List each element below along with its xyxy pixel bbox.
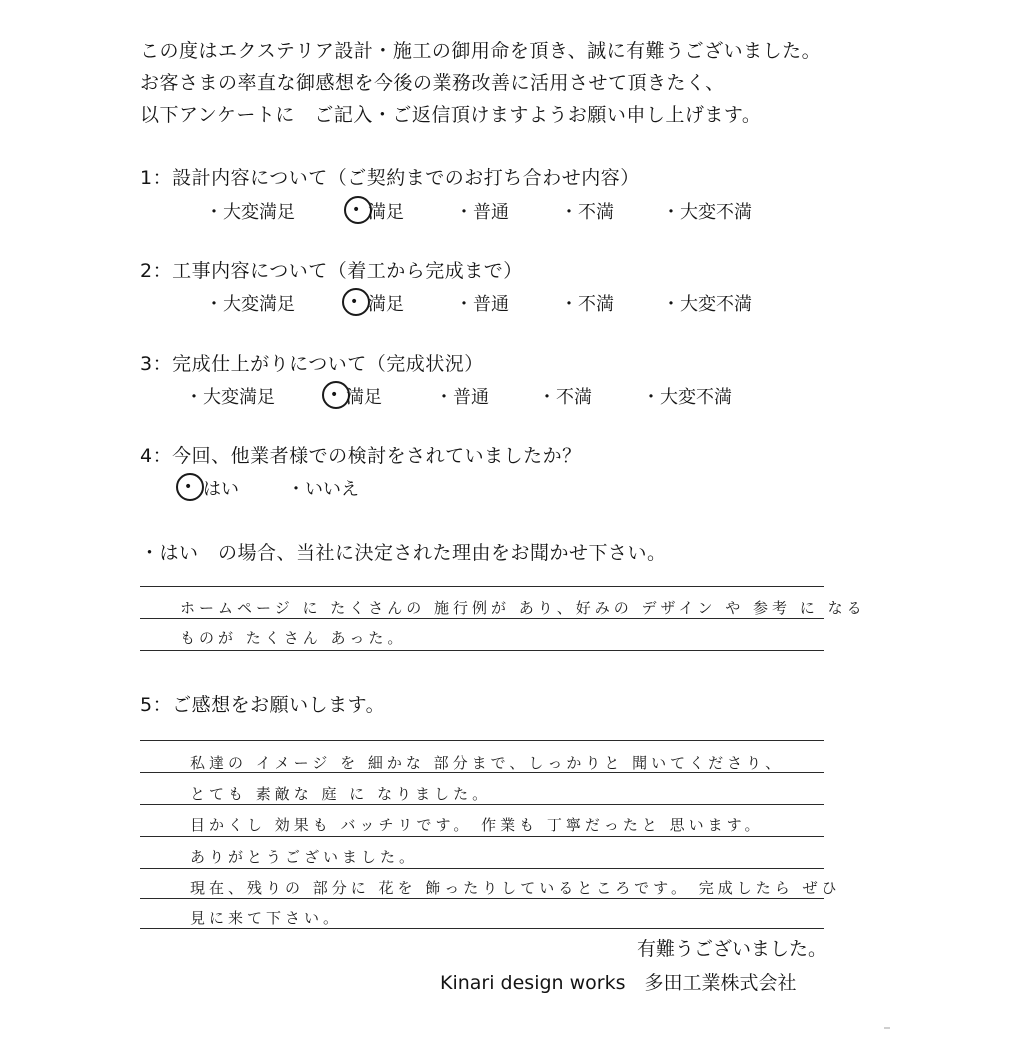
q3-dot-icon: • [330,387,339,403]
q1-dot-icon: • [352,202,361,218]
q2-dot-icon: • [350,294,359,310]
q4-option-yes[interactable]: はい [203,479,239,500]
q3-option-normal[interactable]: ・普通 [435,387,489,408]
comment-rule-3 [140,804,824,805]
q3-option-very-satisfied[interactable]: ・大変満足 [185,387,275,408]
q1-option-very-satisfied[interactable]: ・大変満足 [205,202,295,223]
comment-rule-4 [140,836,824,837]
reason-handwriting-line-1[interactable]: ホームページ に たくさんの 施行例が あり、好みの デザイン や 参考 に なる [180,599,866,617]
reason-rule-1 [140,586,824,587]
intro-line-2: お客さまの率直な御感想を今後の業務改善に活用させて頂きたく、 [140,72,725,94]
intro-line-1: この度はエクステリア設計・施工の御用命を頂き、誠に有難うございました。 [140,40,822,62]
comment-handwriting-line-5[interactable]: 現在、残りの 部分に 花を 飾ったりしているところです。 完成したら ぜひ [190,879,841,897]
q2-option-very-satisfied[interactable]: ・大変満足 [205,294,295,315]
q4-dot-icon: • [184,479,193,495]
scan-speck [884,1027,890,1029]
comment-handwriting-line-2[interactable]: とても 素敵な 庭 に なりました。 [190,785,492,803]
question-3-label: 3：完成仕上がりについて（完成状況） [140,353,484,375]
comment-rule-5 [140,868,824,869]
q4-option-no[interactable]: ・いいえ [287,479,359,500]
q4-followup-label: ・はい の場合、当社に決定された理由をお聞かせ下さい。 [140,542,667,564]
comment-rule-7 [140,928,824,929]
comment-handwriting-line-1[interactable]: 私達の イメージ を 細かな 部分まで、しっかりと 聞いてくださり、 [190,754,785,772]
closing-thanks: 有難うございました。 [637,938,828,960]
question-4-label: 4：今回、他業者様での検討をされていましたか？ [140,445,582,467]
q3-option-satisfied[interactable]: 満足 [346,387,382,408]
question-1-label: 1：設計内容について（ご契約までのお打ち合わせ内容） [140,167,640,189]
reason-handwriting-line-2[interactable]: ものが たくさん あった。 [180,629,407,647]
q2-option-very-dissatisfied[interactable]: ・大変不満 [662,294,752,315]
comment-rule-1 [140,740,824,741]
q2-option-normal[interactable]: ・普通 [455,294,509,315]
closing-company: Kinari design works 多田工業株式会社 [440,972,797,994]
reason-rule-2 [140,618,824,619]
question-5-label: 5：ご感想をお願いします。 [140,694,386,716]
q2-option-satisfied[interactable]: 満足 [368,294,404,315]
question-2-label: 2：工事内容について（着工から完成まで） [140,260,523,282]
comment-handwriting-line-4[interactable]: ありがとうございました。 [190,848,419,866]
comment-handwriting-line-3[interactable]: 目かくし 効果も バッチリです。 作業も 丁寧だったと 思います。 [190,816,764,834]
q3-option-very-dissatisfied[interactable]: ・大変不満 [642,387,732,408]
q3-option-dissatisfied[interactable]: ・不満 [538,387,592,408]
comment-rule-6 [140,898,824,899]
q2-option-dissatisfied[interactable]: ・不満 [560,294,614,315]
q1-option-very-dissatisfied[interactable]: ・大変不満 [662,202,752,223]
q1-option-satisfied[interactable]: 満足 [368,202,404,223]
q1-option-normal[interactable]: ・普通 [455,202,509,223]
reason-rule-3 [140,650,824,651]
intro-line-3: 以下アンケートに ご記入・ご返信頂けますようお願い申し上げます。 [140,104,762,126]
comment-handwriting-line-6[interactable]: 見に来て下さい。 [190,909,343,927]
q1-option-dissatisfied[interactable]: ・不満 [560,202,614,223]
